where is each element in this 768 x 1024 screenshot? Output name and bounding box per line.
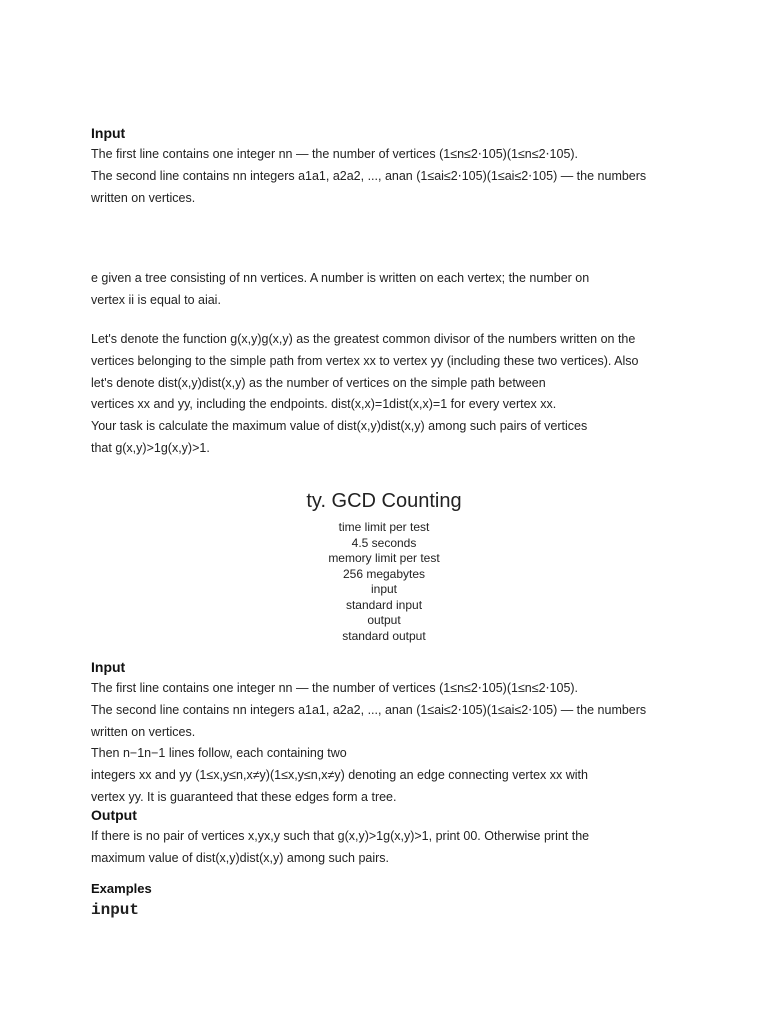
statement-line: let's denote dist(x,y)dist(x,y) as the number of vertices on the simple path between (91, 375, 546, 390)
statement-line: Your task is calculate the maximum value of dist(x,y)dist(x,y) among such pairs of vertices (91, 419, 588, 434)
output-section (91, 806, 691, 870)
examples-section (91, 880, 691, 920)
output-line: If there is no pair of vertices x,yx,y such that g(x,y)>1g(x,y)>1, print 00. Otherwise print the (91, 829, 590, 843)
input-section (91, 658, 691, 809)
statement-line: e given a tree consisting of nn vertices. A number is written on each vertex; the number on (91, 271, 590, 285)
problem-statement-definitions (91, 329, 691, 460)
input-line: written on vertices. (91, 724, 196, 739)
input-file-value: standard input (345, 597, 423, 612)
input-heading: Input (91, 659, 126, 675)
input-line: written on vertices. (91, 190, 196, 205)
input-line: vertex yy. It is guaranteed that these edges form a tree. (91, 789, 397, 804)
input-line: The first line contains one integer nn — the number of vertices (1≤n≤2⋅105)(1≤n≤2⋅105). (91, 147, 579, 161)
memory-limit-label: memory limit per test (328, 551, 440, 565)
output-file-label: output (367, 613, 401, 627)
memory-limit-value: 256 megabytes (342, 566, 426, 581)
time-limit-label: time limit per test (338, 520, 430, 534)
statement-line: vertices xx and yy, including the endpoints. dist(x,x)=1dist(x,x)=1 for every vertex xx. (91, 397, 557, 412)
output-file-value: standard output (342, 628, 426, 643)
statement-line: vertex ii is equal to aiai. (91, 292, 221, 307)
input-line: The first line contains one integer nn — the number of vertices (1≤n≤2⋅105)(1≤n≤2⋅105). (91, 681, 579, 695)
problem-statement (91, 268, 691, 312)
input-file-label: input (370, 582, 398, 596)
input-line: integers xx and yy (1≤x,y≤n,x≠y)(1≤x,y≤n,x≠y) denoting an edge connecting vertex xx with (91, 768, 588, 783)
output-line: maximum value of dist(x,y)dist(x,y) among such pairs. (91, 850, 390, 865)
input-line: The second line contains nn integers a1a1, a2a2, ..., anan (1≤ai≤2⋅105)(1≤ai≤2⋅105) — the numbers (91, 702, 647, 717)
statement-line: that g(x,y)>1g(x,y)>1. (91, 440, 210, 455)
example-input-label: input (91, 901, 140, 919)
input-line: The second line contains nn integers a1a1, a2a2, ..., anan (1≤ai≤2⋅105)(1≤ai≤2⋅105) — the numbers (91, 168, 647, 183)
statement-line: vertices belonging to the simple path from vertex xx to vertex yy (including these two vertices). Also (91, 353, 639, 368)
time-limit-value: 4.5 seconds (351, 535, 417, 550)
problem-title: ty. GCD Counting (306, 490, 462, 512)
input-heading: Input (91, 125, 126, 141)
input-line: Then n−1n−1 lines follow, each containing two (91, 746, 347, 761)
problem-limits (0, 520, 768, 644)
statement-line: Let's denote the function g(x,y)g(x,y) as the greatest common divisor of the numbers written on the (91, 332, 636, 346)
examples-heading: Examples (91, 881, 152, 896)
output-heading: Output (91, 807, 137, 823)
input-section-top (91, 124, 691, 209)
